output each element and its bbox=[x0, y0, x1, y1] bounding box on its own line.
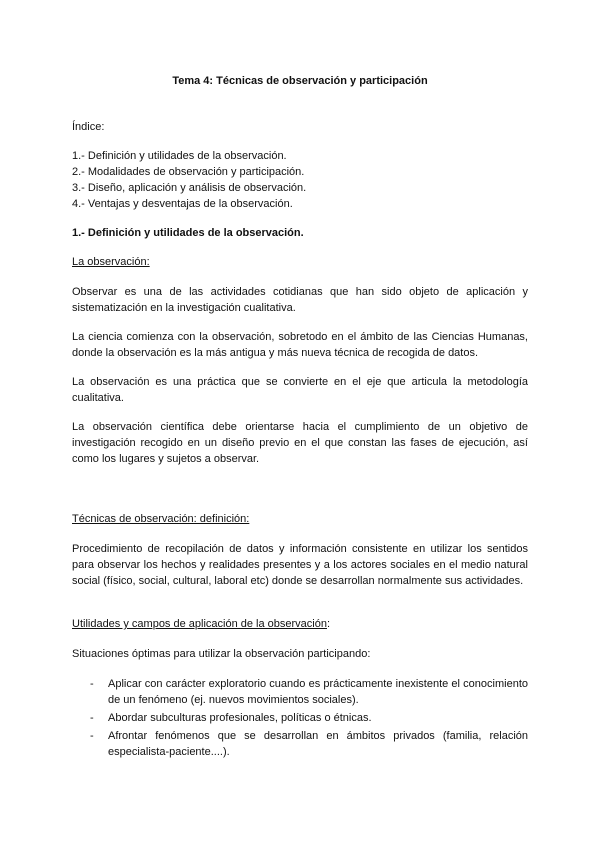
list-item-text: Aplicar con carácter exploratorio cuando es prácticamente inexistente el conocimiento de un fenómeno (ej. nuevos movimientos sociales). bbox=[108, 678, 528, 706]
document-title: Tema 4: Técnicas de observación y participación bbox=[172, 75, 428, 87]
utilities-intro: Situaciones óptimas para utilizar la observación participando: bbox=[72, 648, 371, 660]
paragraph: La observación científica debe orientarse hacia el cumplimiento de un objetivo de investigación recogido en un diseño previo en el que constan las fases de ejecución, así como los lugares y sujetos a observar. bbox=[72, 421, 528, 465]
paragraph: La ciencia comienza con la observación, sobretodo en el ámbito de las Ciencias Humanas, donde la observación es la más antigua y más nueva técnica de recogida de datos. bbox=[72, 331, 528, 359]
paragraph: Observar es una de las actividades cotidianas que han sido objeto de aplicación y sistematización en la investigación cualitativa. bbox=[72, 286, 528, 314]
index-item: 4.- Ventajas y desventajas de la observación. bbox=[72, 198, 293, 210]
bullet-dash: - bbox=[90, 730, 94, 742]
techniques-label: Técnicas de observación: definición: bbox=[72, 513, 250, 525]
index-item: 1.- Definición y utilidades de la observación. bbox=[72, 150, 287, 162]
utilities-label-line bbox=[72, 616, 330, 632]
list-item bbox=[90, 728, 528, 760]
techniques-paragraph: Procedimiento de recopilación de datos y información consistente en utilizar los sentidos para observar los hechos y realidades presentes y a los actores sociales en el medio natural social (físico, social, cultural, laboral etc) donde se desarrollan normalmente sus actividades. bbox=[72, 543, 528, 587]
index-heading: Índice: bbox=[72, 121, 105, 133]
list-item bbox=[90, 676, 528, 708]
index-item: 2.- Modalidades de observación y participación. bbox=[72, 166, 305, 178]
list-item bbox=[90, 710, 528, 726]
utilities-list bbox=[90, 676, 528, 762]
utilities-label-suffix: : bbox=[326, 618, 331, 630]
list-item-text: Afrontar fenómenos que se desarrollan en ámbitos privados (familia, relación especialista-paciente....). bbox=[108, 730, 528, 758]
bullet-dash: - bbox=[90, 712, 94, 724]
utilities-label: Utilidades y campos de aplicación de la observación bbox=[72, 618, 327, 630]
section-heading: 1.- Definición y utilidades de la observación. bbox=[72, 227, 304, 239]
observation-label: La observación: bbox=[72, 256, 150, 268]
bullet-dash: - bbox=[90, 678, 94, 690]
paragraph: La observación es una práctica que se convierte en el eje que articula la metodología cualitativa. bbox=[72, 376, 528, 404]
index-item: 3.- Diseño, aplicación y análisis de observación. bbox=[72, 182, 307, 194]
list-item-text: Abordar subculturas profesionales, políticas o étnicas. bbox=[108, 712, 372, 724]
